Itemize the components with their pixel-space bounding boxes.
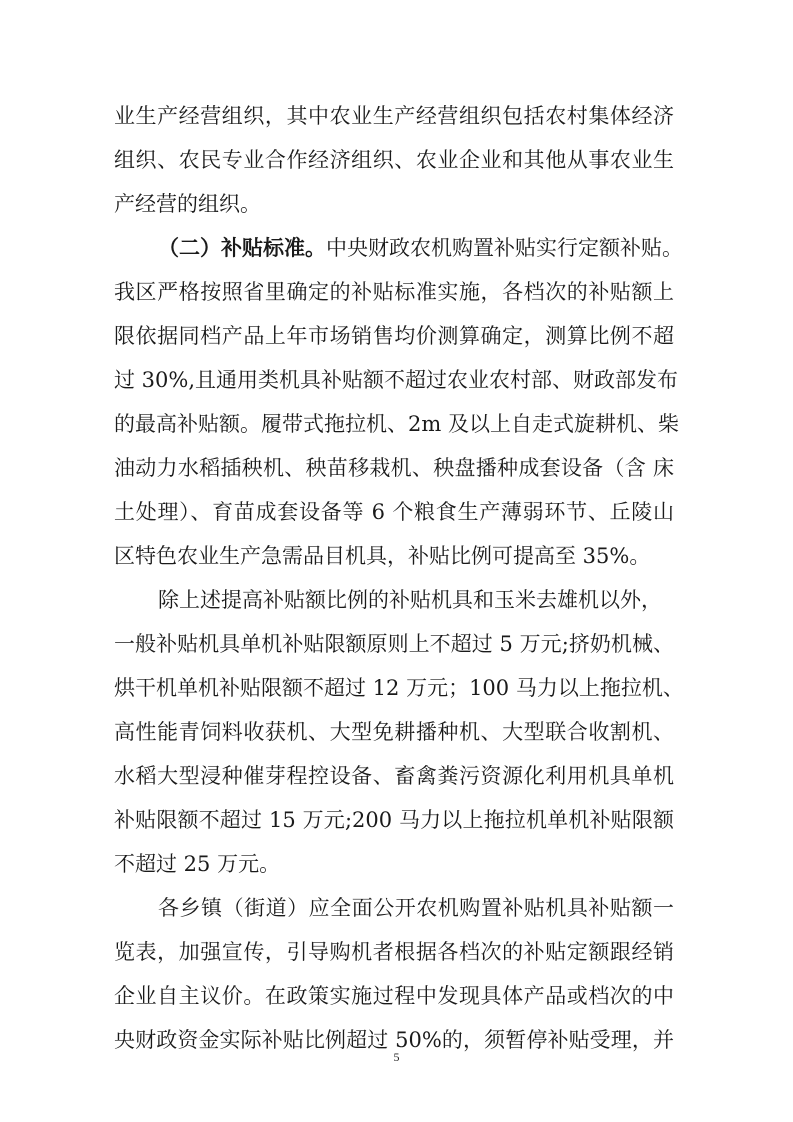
paragraph-2-line-1-text: 中央财政农机购置补贴实行定额补贴。: [326, 236, 683, 260]
paragraph-1-line-1: 业生产经营组织，其中农业生产经营组织包括农村集体经济: [114, 104, 674, 128]
section-heading: （二）补贴标准。: [158, 235, 326, 260]
paragraph-2-line-7: 土处理）、育苗成套设备等 6 个粮食生产薄弱环节、丘陵山: [114, 500, 674, 524]
page-number: 5: [393, 1050, 400, 1064]
paragraph-3-line-3: 烘干机单机补贴限额不超过 12 万元；100 马力以上拖拉机、: [114, 676, 684, 700]
paragraph-2-line-3: 限依据同档产品上年市场销售均价测算确定，测算比例不超: [114, 324, 674, 348]
paragraph-1-line-2: 组织、农民专业合作经济组织、农业企业和其他从事农业生: [114, 148, 674, 172]
paragraph-3-line-7: 不超过 25 万元。: [114, 852, 281, 876]
paragraph-2-line-8: 区特色农业生产急需品目机具，补贴比例可提高至 35%。: [114, 544, 651, 568]
paragraph-3-line-4: 高性能青饲料收获机、大型免耕播种机、大型联合收割机、: [114, 720, 674, 744]
paragraph-4-line-3: 企业自主议价。在政策实施过程中发现具体产品或档次的中: [114, 984, 674, 1008]
paragraph-3-line-5: 水稻大型浸种催芽程控设备、畜禽粪污资源化利用机具单机: [114, 764, 674, 788]
paragraph-3-line-6: 补贴限额不超过 15 万元;200 马力以上拖拉机单机补贴限额: [114, 808, 674, 832]
paragraph-2-line-4: 过 30%,且通用类机具补贴额不超过农业农村部、财政部发布: [114, 368, 679, 392]
paragraph-1-line-3: 产经营的组织。: [114, 192, 261, 216]
paragraph-3-line-1: 除上述提高补贴额比例的补贴机具和玉米去雄机以外，: [158, 588, 662, 612]
paragraph-4-line-2: 览表，加强宣传，引导购机者根据各档次的补贴定额跟经销: [114, 940, 674, 964]
paragraph-4-line-4: 央财政资金实际补贴比例超过 50%的，须暂停补贴受理，并: [114, 1028, 674, 1052]
paragraph-4-line-1: 各乡镇（街道）应全面公开农机购置补贴机具补贴额一: [158, 896, 674, 920]
paragraph-2-line-1: [158, 235, 683, 260]
paragraph-3-line-2: 一般补贴机具单机补贴限额原则上不超过 5 万元;挤奶机械、: [114, 632, 674, 656]
paragraph-2-line-2: 我区严格按照省里确定的补贴标准实施，各档次的补贴额上: [114, 280, 674, 304]
paragraph-2-line-6: 油动力水稻插秧机、秧苗移栽机、秧盘播种成套设备（含 床: [114, 456, 674, 480]
paragraph-2-line-5: 的最高补贴额。履带式拖拉机、2m 及以上自走式旋耕机、柴: [114, 412, 679, 436]
